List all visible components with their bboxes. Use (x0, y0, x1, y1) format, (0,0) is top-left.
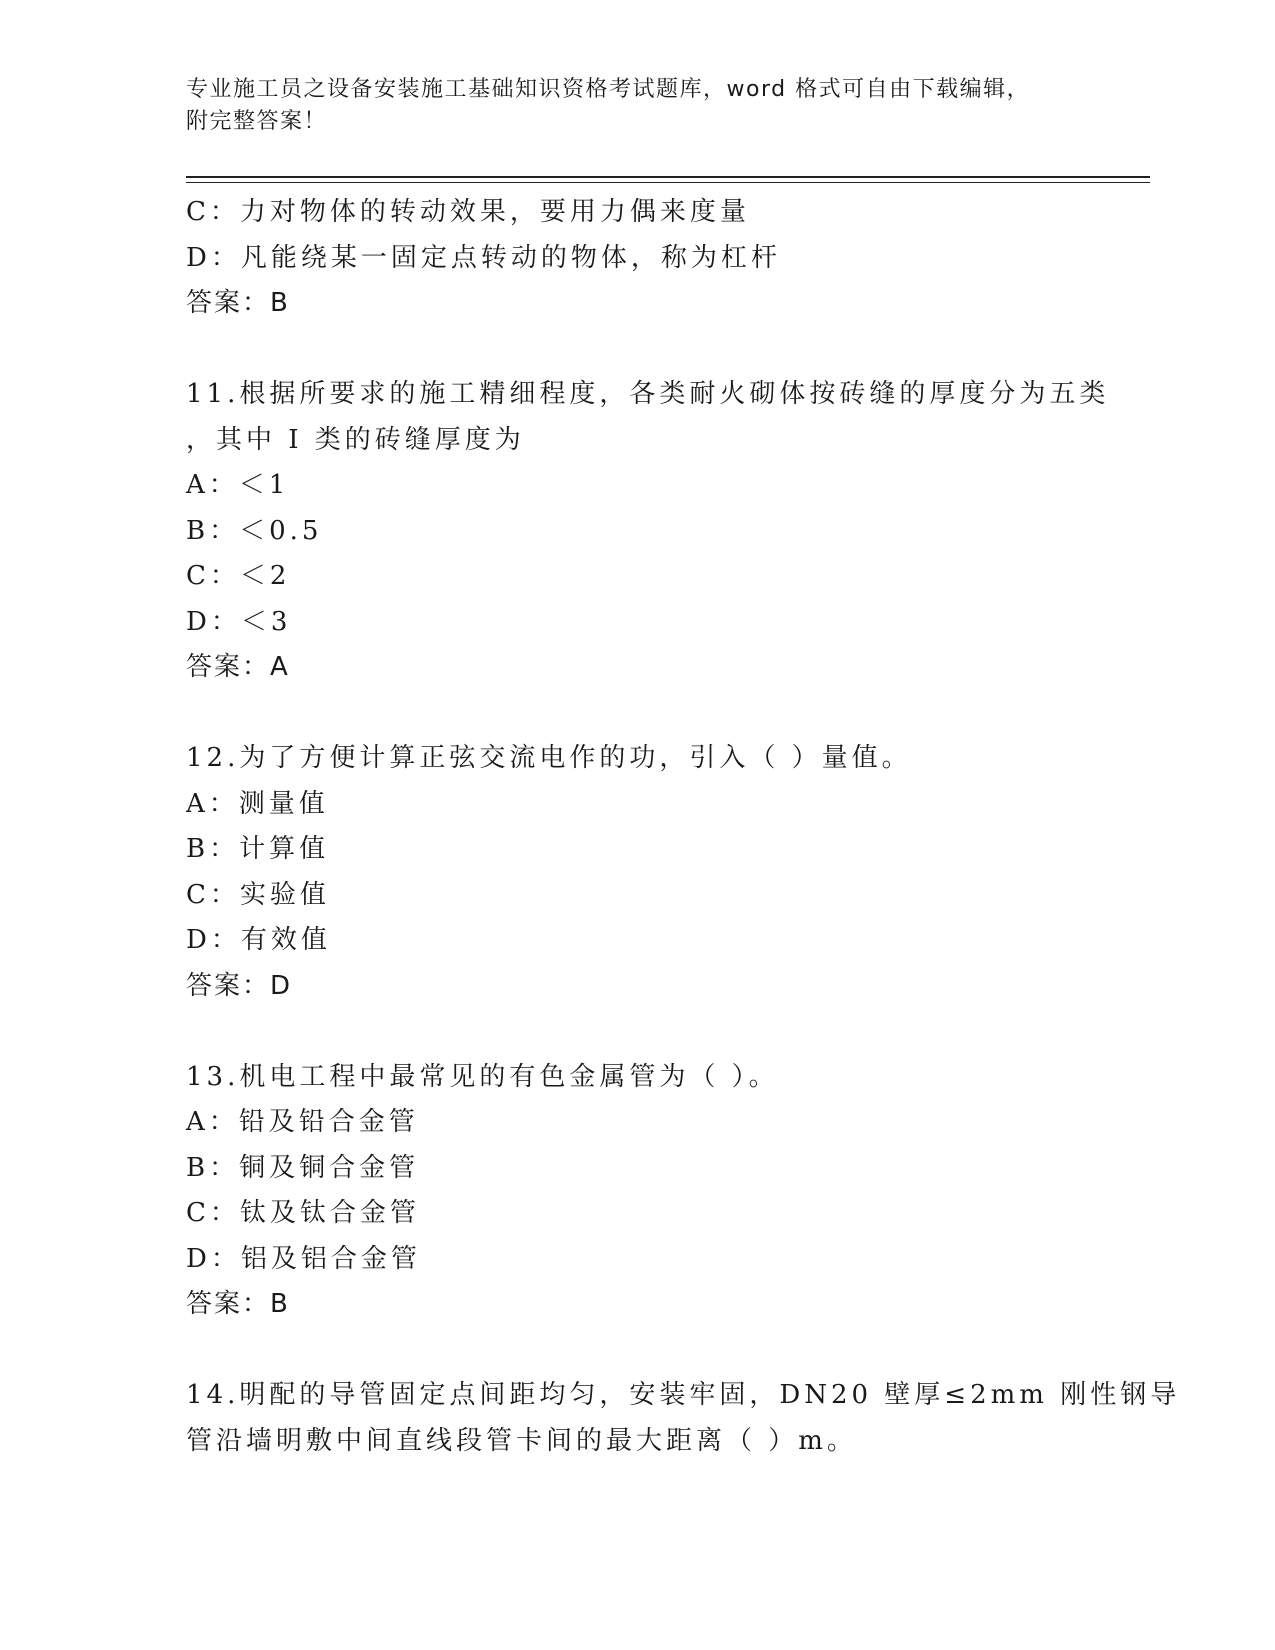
question-13 (186, 1055, 1086, 1328)
question-stem-line-1: 13.机电工程中最常见的有色金属管为（ ）。 (186, 1061, 779, 1092)
option-c: C：力对物体的转动效果，要用力偶来度量 (186, 197, 750, 227)
option-a: A：＜1 (186, 470, 290, 500)
spacer (186, 1009, 1086, 1055)
header-rule-thin (186, 182, 1150, 183)
question-10-tail (186, 190, 1086, 327)
option-b: B：铜及铜合金管 (186, 1152, 420, 1183)
option-b: B：＜0.5 (186, 515, 323, 546)
option-c: C：实验值 (186, 879, 330, 910)
answer-line: 答案：A (186, 652, 290, 682)
option-a: A：铅及铅合金管 (186, 1107, 419, 1137)
option-d: D：有效值 (186, 925, 331, 955)
question-stem-line-2: 管沿墙明敷中间直线段管卡间的最大距离（ ）m。 (186, 1425, 857, 1456)
header-line-2: 附完整答案！ (186, 109, 328, 134)
header-rule-thick (186, 176, 1150, 178)
answer-line: 答案：B (186, 1289, 290, 1319)
option-b: B：计算值 (186, 834, 330, 864)
option-d: D：＜3 (186, 606, 292, 637)
question-12 (186, 736, 1086, 1009)
document-header (186, 74, 1086, 138)
answer-line: 答案：B (186, 288, 290, 318)
document-body (186, 190, 1181, 1464)
answer-line: 答案：D (186, 970, 293, 1001)
spacer (186, 327, 1086, 373)
option-c: C：＜2 (186, 561, 291, 591)
header-line-1: 专业施工员之设备安装施工基础知识资格考试题库，word 格式可自由下载编辑， (186, 77, 1031, 102)
spacer (186, 691, 1086, 737)
question-11 (186, 372, 1110, 691)
option-a: A：测量值 (186, 788, 329, 819)
question-stem-line-1: 14.明配的导管固定点间距均匀，安装牢固，DN20 壁厚≤2mm 刚性钢导 (186, 1380, 1181, 1410)
question-stem-line-1: 12.为了方便计算正弦交流电作的功，引入（ ）量值。 (186, 743, 912, 773)
question-stem-line-2: ，其中 I 类的砖缝厚度为 (186, 424, 525, 455)
option-d: D：凡能绕某一固定点转动的物体，称为杠杆 (186, 242, 781, 273)
question-stem-line-1: 11.根据所要求的施工精细程度，各类耐火砌体按砖缝的厚度分为五类 (186, 379, 1110, 409)
spacer (186, 1328, 1086, 1374)
question-14 (186, 1373, 1181, 1464)
option-c: C：钛及钛合金管 (186, 1198, 420, 1228)
option-d: D：铝及铝合金管 (186, 1243, 421, 1274)
